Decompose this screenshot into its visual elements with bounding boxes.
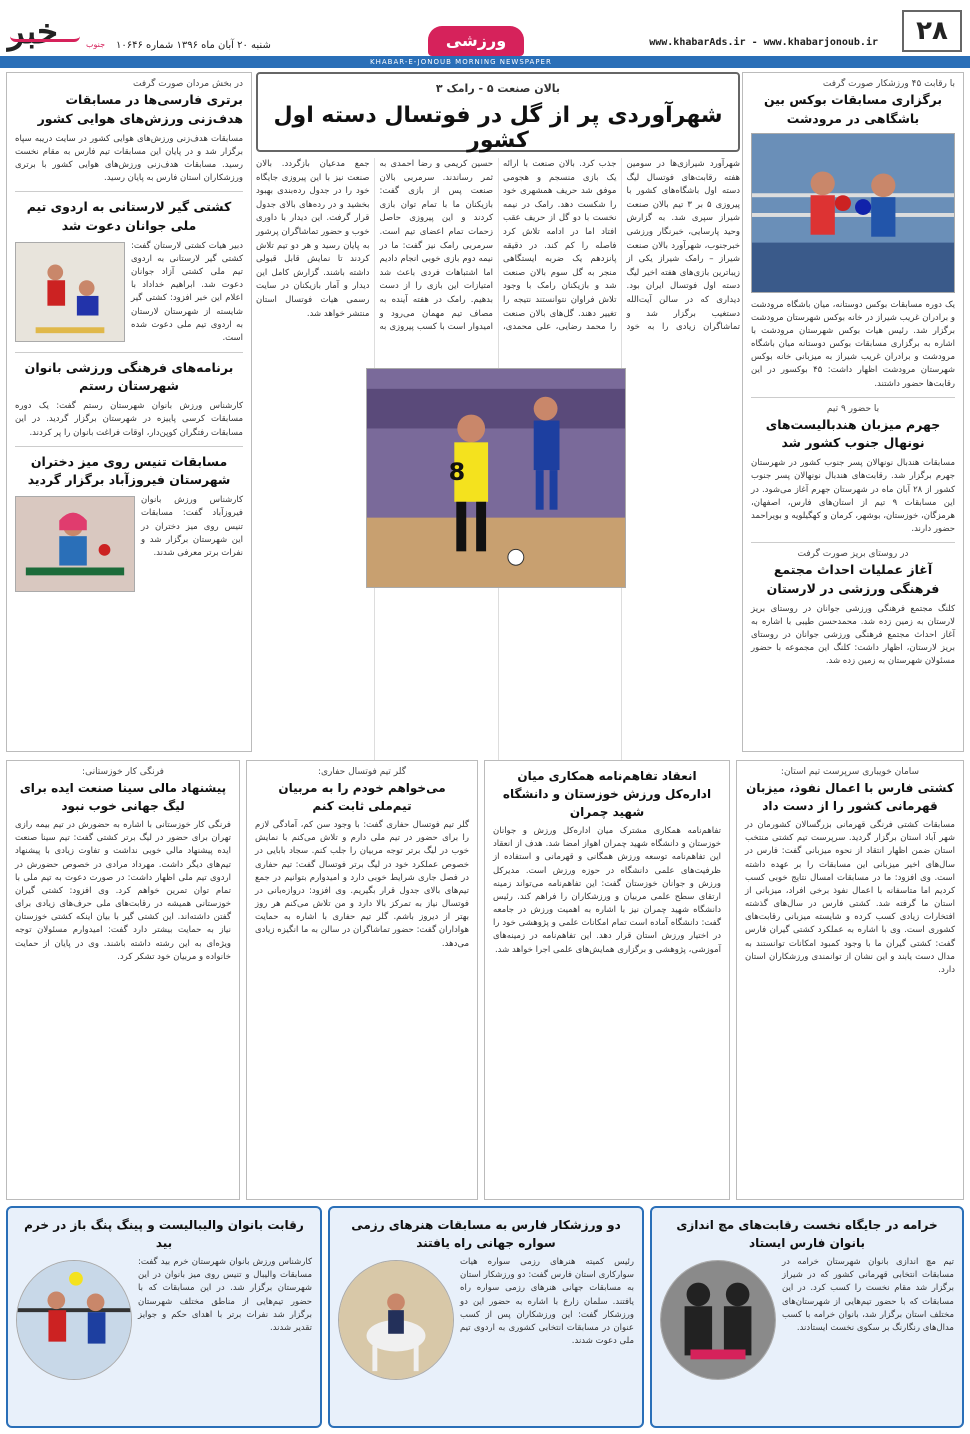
story-body: کارشناس ورزش بانوان شهرستان خرم بید گفت: مسابقات والیبال و تنیس روی میز بانوان در این شهرستان برگزار شد. در این مسابقات که با حضور تیم‌هایی از مناطق مختلف شهرستان برگزار شد نفرات برتر با اهدای حکم و جوایز تقدیر شدند.: [138, 1257, 312, 1333]
header-strip: [0, 56, 970, 68]
section-label: ورزشی: [428, 26, 524, 56]
story-tag: در بخش مردان صورت گرفت: [133, 79, 243, 89]
story-body: دبیر هیات کشتی لارستان گفت: کشتی گیر لارستانی به اردوی تیم ملی کشتی آزاد جوانان دعوت شد. ابراهیم خداداد با اعلام این خبر افزود: کشتی گیر شایسته از شهرستان لارستان به اردوی تیم ملی دعوت شده است.: [131, 240, 243, 343]
story-headline[interactable]: می‌خواهم خودم را به مربیان تیم‌ملی ثابت کنم: [278, 781, 446, 813]
divider: [15, 191, 243, 192]
story-body: رئیس کمیته هنرهای رزمی سواره هیات سوارکاری استان فارس گفت: دو ورزشکار استان به مسابقات جهانی هنرهای رزمی سواره راه یافتند. سلمان زارع با اشاره به حضور این دو ورزشکار گفت: این ورزشکاران پس از کسب عنوان در مسابقات انتخابی کشوری به اردوی تیم ملی دعوت شدند.: [460, 1257, 634, 1347]
story-body: مسابقات کشتی فرنگی قهرمانی بزرگسالان کشورمان در شهر آباد استان برگزار گردید. سرپرست تیم کشتی منتخب استان ضمن اظهار انتقاد از نحوه میزبانی گفت: فارس در سال‌های اخیر میزبانی این مسابقات را بر عهده داشته است. وی افزود: ما در مسابقات امسال نتایج خوبی کسب کردیم اما متاسفانه با اعمال نفوذ برخی افراد، میزبانی از استان ما گرفته شد. کشتی فارس در سال‌های گذشته افتخارات زیادی کسب کرده و شایسته میزبانی رقابت‌های کشوری است. وی با اشاره به عملکرد کشتی گیران فارس گفت: کشتی گیران ما با وجود کمبود امکانات توانستند به مدال دست یابند و این نشان از توانمندی ورزشکاران استان دارد.: [745, 820, 955, 975]
story-body: کارشناس ورزش بانوان شهرستان رستم گفت: یک دوره مسابقات کرسی پاییزه در شهرستان برگزار گردید. در این مسابقات رفتگران کوپن‌دار، اوقات فراغت بانوان را پر کردند.: [15, 401, 243, 438]
story-heading: [745, 767, 955, 815]
story-heading: [493, 767, 721, 821]
story-headline[interactable]: کشتی فارس با اعمال نفوذ، میزبان قهرمانی کشور را از دست داد: [746, 781, 954, 813]
story-headline[interactable]: جهرم میزبان هندبالیست‌های نونهال جنوب کشور شد: [765, 416, 941, 451]
story-body: تیم مچ اندازی بانوان شهرستان خرامه در مسابقات انتخابی قهرمانی کشور که در شیراز برگزار شد مقام نخست را کسب کرد. در این مسابقات که با حضور تیم‌هایی از شهرستان‌های مختلف استان برگزار شد، بانوان خرامه با کسب مدال‌های رنگارنگ بر سکوی نخست ایستادند.: [782, 1257, 954, 1333]
divider: [751, 397, 955, 398]
story-tag: در روستای بریز صورت گرفت: [797, 549, 909, 560]
story-headline[interactable]: برنامه‌های فرهنگی ورزشی بانوان شهرستان رستم: [24, 359, 234, 394]
story-tag: با حضور ۹ تیم: [826, 403, 880, 414]
story-card: [246, 760, 478, 1200]
story-body: یک دوره مسابقات بوکس دوستانه، میان باشگاه مرودشت و برادران غریب شیراز در خانه بوکس شهرستان مرودشت برگزار شد. رئیس هیات بوکس شهرستان مرودشت با اشاره به برگزاری مسابقات بوکس دوستانه میان باشگاه مرودشت و برادران غریب شیراز به میزبانی خانه بوکس شهرستان مرودشت اظهار داشت: ۴۵ بوکسور در این رقابت‌ها حضور داشتند.: [751, 299, 955, 389]
story-heading: [15, 767, 231, 815]
logo-subtext: جنوب: [86, 40, 106, 49]
wrestling-photo: [15, 242, 125, 342]
story-headline[interactable]: دو ورزشکار فارس به مسابقات هنرهای رزمی سواره جهانی راه یافتند: [351, 1218, 621, 1250]
story-body: گلر تیم فوتسال حفاری گفت: با وجود سن کم، آمادگی لازم را برای حضور در تیم ملی دارم و تلاش می‌کنم با نمایش خوب در لیگ برتر توجه مربیان را جلب کنم. سجاد بابایی در خصوص عملکرد خود در لیگ برتر فوتسال گفت: تیم حفاری در فصل جاری شرایط خوبی دارد و امیدوارم بتوانیم در جمع تیم‌های بالای جدول قرار بگیریم. وی افزود: دروازه‌بانی در فوتسال نیاز به تمرکز بالا دارد و من تلاش می‌کنم هر روز بهتر از دیروز باشم. گلر تیم حفاری با اشاره به حمایت هواداران گفت: حضور تماشاگران در سالن به ما انگیزه زیادی می‌دهد.: [255, 820, 469, 949]
story-body: مسابقات هدف‌زنی ورزش‌های هوایی کشور در سایت دریبه سپاه برگزار شد و در پایان این مسابقات تیم فارس به مقام نخست رسید. مسابقات هدف‌زنی ورزش‌های هوایی کشور با برتری ورزشکاران استان فارس به پایان رسید.: [15, 133, 243, 184]
masthead: [0, 10, 970, 68]
story-headline[interactable]: آغاز عملیات احداث مجتمع فرهنگی ورزشی در لارستان: [766, 562, 940, 596]
story-headline[interactable]: برتری فارسی‌ها در مسابقات هدف‌زنی ورزش‌های هوایی کشور: [37, 92, 243, 126]
logo-text: خبر: [8, 12, 59, 52]
divider: [15, 352, 243, 353]
story-tag: با رقابت ۴۵ ورزشکار صورت گرفت: [822, 79, 955, 89]
lead-body: شهرآورد شیرازی‌ها در سومین هفته رقابت‌های فوتسال لیگ دسته اول باشگاه‌های کشور با پیروزی ۵ بر ۳ تیم بالان صنعت شیراز سپری شد. به گزارش وحید پارسایی، خبرنگار ورزشی خبرجنوب، شهرآورد بالان صنعت شیراز – رامک شیراز یکی از زیباترین بازی‌های هفته اخیر لیگ دسته اول فوتسال ایران بود. دیداری که در سالن آیت‌الله دستغیب برگزار شد و تماشاگران زیادی را به خود جذب کرد. بالان صنعت با ارائه یک بازی منسجم و هجومی موفق شد حریف همشهری خود را شکست دهد. رامک در نیمه نخست با دو گل از حریف عقب افتاد اما در ادامه تلاش کرد فاصله را کم کند. در دقیقه پانزدهم یک ضربه ایستگاهی منجر به گل سوم بالان صنعت شد و بازیکنان رامک با وجود تلاش فراوان نتوانستند نتیجه را تغییر دهند. گل‌های بالان صنعت را محمد رضایی، علی محمدی، حسین کریمی و رضا احمدی به ثمر رساندند. سرمربی بالان صنعت پس از بازی گفت: بازیکنان ما با تمام توان بازی کردند و این پیروزی حاصل زحمات تمام اعضای تیم است. سرمربی رامک نیز گفت: ما در نیمه دوم بازی خوبی انجام دادیم اما اشتباهات فردی باعث شد امتیازات این بازی را از دست بدهیم. رامک در هفته آینده به مصاف تیم مهمان می‌رود و امیدوار است با کسب پیروزی به جمع مدعیان بازگردد. بالان صنعت نیز با این پیروزی جایگاه خود را در جدول رده‌بندی بهبود بخشید و در رده‌های بالای جدول قرار گرفت. این دیدار با داوری خوب و حضور تماشاگران پرشور به پایان رسید و هر دو تیم تلاش کردند تا نمایش قابل قبولی داشته باشند. گزارش کامل این دیدار و آمار بازیکنان در سایت رسمی هیات فوتسال استان منتشر خواهد شد.: [256, 159, 741, 333]
story-body: کلنگ مجتمع فرهنگی ورزشی جوانان در روستای بریز لارستان به زمین زده شد. محمدحسن طیبی با اشاره به آغاز احداث مجتمع فرهنگی ورزشی جوانان در روستای بریز لارستان، اظهار داشت: کلنگ این مجموعه با حضور مسئولان شهرستان به زمین زده شد.: [751, 603, 955, 667]
table-tennis-photo: [15, 496, 135, 592]
story-headline[interactable]: مسابقات تنیس روی میز دختران شهرستان فیروزآباد برگزار گردید: [27, 453, 231, 488]
story-body: مسابقات هندبال نونهالان پسر جنوب کشور در شهرستان جهرم برگزار شد. رقابت‌های هندبال نونهالان پسر جنوب کشور از ۲۸ آبان ماه در شهرستان جهرم آغاز می‌شود. در این مسابقات ۹ تیم از استان‌های فارس، اصفهان، هرمزگان، خوزستان، بوشهر، کرمان و کهگیلویه و بویراحمد حضور دارند.: [751, 458, 955, 535]
divider: [15, 446, 243, 447]
right-column: [742, 72, 964, 752]
horse-archery-photo: [338, 1260, 454, 1380]
futsal-photo: [366, 368, 626, 588]
lead-headline[interactable]: شهرآوردی پر از گل در فوتسال دسته اول کشور: [273, 103, 723, 153]
featured-story: [650, 1206, 964, 1428]
left-column: [6, 72, 252, 752]
page-number: ۲۸: [902, 10, 962, 52]
boxing-photo: [751, 133, 955, 293]
featured-story: [6, 1206, 322, 1428]
story-headline[interactable]: انعقاد تفاهم‌نامه همکاری میان اداره‌کل ورزش خوزستان و دانشگاه شهید چمران: [502, 769, 712, 819]
story-card: [736, 760, 964, 1200]
center-column: [256, 72, 740, 762]
story-heading: [255, 767, 469, 815]
story-body: فرنگی کار خوزستانی با اشاره به حضورش در تیم بیمه رازی تهران برای حضور در لیگ برتر کشتی گفت: تیم سینا صنعت ایده پیشنهاد مالی خوبی نداشت و تفاوت زیادی با پیشنهاد تیم‌های دیگر داشت. مهرداد مرادی در خصوص حضورش در اردوی تیم ملی اظهار داشت: در صورت دعوت به تیم ملی با تمام توان تمرین خواهم کرد. وی افزود: کشتی گیران خوزستانی همیشه در رقابت‌های ملی حرف‌های زیادی برای گفتن داشته‌اند. این کشتی گیر با بیان اینکه کشتی خوزستان نیاز به حمایت بیشتر دارد گفت: امیدوارم مسئولان توجه ویژه‌ای به این رشته داشته باشند. وی در پایان از حمایت خانواده و مربیان خود تشکر کرد.: [15, 820, 231, 962]
story-card: [6, 760, 240, 1200]
story-tag: فرنگی کار خوزستانی:: [82, 767, 164, 777]
lead-body-area: [256, 158, 740, 762]
featured-story: [328, 1206, 644, 1428]
issue-date: شنبه ۲۰ آبان ماه ۱۳۹۶ شماره ۱۰۶۴۶: [116, 40, 271, 51]
strip-text: KHABAR-E-JONOUB MORNING NEWSPAPER: [370, 58, 552, 66]
story-headline[interactable]: رقابت بانوان والیبالیست و پینگ پنگ باز در خرم بید: [24, 1218, 304, 1250]
story-card: [484, 760, 730, 1200]
story-headline[interactable]: برگزاری مسابقات بوکس بین باشگاهی در مرودشت: [763, 92, 943, 126]
story-headline[interactable]: خرامه در جایگاه نخست رقابت‌های مچ اندازی بانوان فارس ایستاد: [676, 1218, 938, 1250]
story-body: تفاهم‌نامه همکاری مشترک میان اداره‌کل ورزش و جوانان خوزستان و دانشگاه شهید چمران اهواز امضا شد. هدف از انعقاد این تفاهم‌نامه توسعه ورزش همگانی و قهرمانی و استفاده از ظرفیت‌های علمی دانشگاه در حوزه ورزش است. مدیرکل ورزش و جوانان خوزستان گفت: این تفاهم‌نامه می‌تواند زمینه ارتقای سطح علمی مربیان و ورزشکاران را فراهم کند. رئیس دانشگاه شهید چمران نیز با اشاره به اهمیت ورزش در جامعه گفت: دانشگاه آماده است تمام امکانات علمی و پژوهشی خود را در اختیار ورزش استان قرار دهد. این تفاهم‌نامه در زمینه‌های آموزشی، پژوهشی و برگزاری همایش‌های علمی اجرا خواهد شد.: [493, 826, 721, 955]
arm-wrestling-photo: [660, 1260, 776, 1380]
lead-headline-box: [256, 72, 740, 152]
svg-text:8: 8: [448, 457, 466, 486]
story-headline[interactable]: کشتی گیر لارستانی به اردوی تیم ملی جوانان دعوت شد: [26, 199, 232, 233]
volleyball-photo: [16, 1260, 132, 1380]
story-body: کارشناس ورزش بانوان فیروزآباد گفت: مسابقات تنیس روی میز دختران در این شهرستان برگزار شد و نفرات برتر معرفی شدند.: [141, 495, 243, 558]
story-tag: سامان خویباری سرپرست تیم استان:: [780, 767, 920, 777]
logo-swash-icon: [10, 36, 80, 42]
story-headline[interactable]: پیشنهاد مالی سینا صنعت ایده برای لیگ جهانی خوب نبود: [19, 781, 227, 813]
newspaper-logo: [8, 10, 108, 54]
lead-kicker: بالان صنعت ۵ - رامک ۳: [435, 82, 561, 95]
divider: [751, 542, 955, 543]
site-url[interactable]: www.khabarAds.ir - www.khabarjonoub.ir: [649, 37, 878, 48]
story-tag: گلر تیم فوتسال حفاری:: [317, 767, 407, 777]
